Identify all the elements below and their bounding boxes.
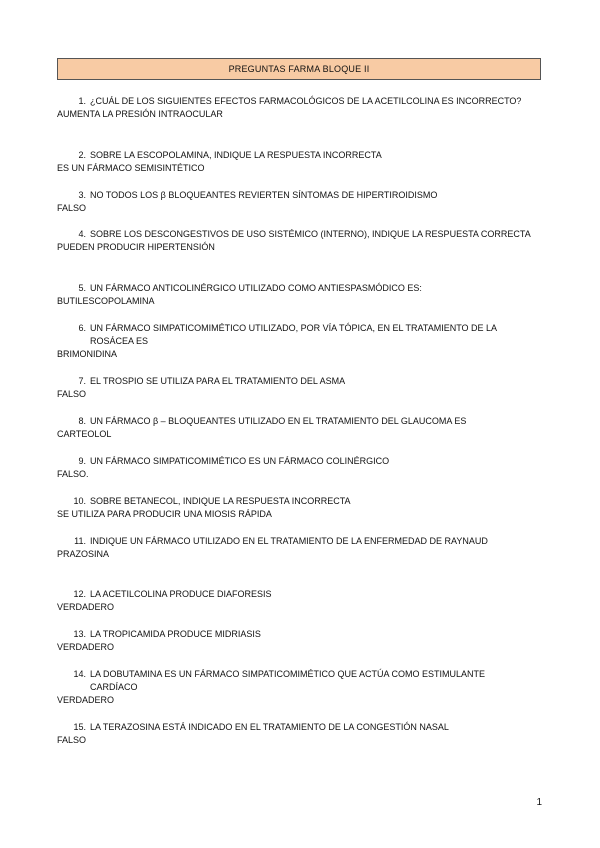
question-text: LA DOBUTAMINA ES UN FÁRMACO SIMPATICOMIMÉTICO QUE ACTÚA COMO ESTIMULANTE CARDÍACO [90, 669, 486, 692]
question-text: UN FÁRMACO ANTICOLINÉRGICO UTILIZADO COMO ANTIESPASMÓDICO ES: [90, 283, 422, 293]
answer-text: BRIMONIDINA [57, 349, 118, 359]
question-number: 12. [73, 589, 86, 599]
question-item [0, 228, 600, 254]
answer-text: VERDADERO [57, 602, 115, 612]
question-item [0, 95, 600, 121]
question-number: 8. [78, 416, 86, 426]
question-text: LA TERAZOSINA ESTÁ INDICADO EN EL TRATAMIENTO DE LA CONGESTIÓN NASAL [90, 722, 449, 732]
answer-text: PUEDEN PRODUCIR HIPERTENSIÓN [57, 242, 215, 252]
question-item [0, 455, 600, 481]
question-number: 15. [73, 722, 86, 732]
question-item [0, 189, 600, 215]
question-number: 4. [78, 229, 86, 239]
question-item [0, 415, 600, 441]
answer-text: VERDADERO [57, 695, 115, 705]
question-text: INDIQUE UN FÁRMACO UTILIZADO EN EL TRATAMIENTO DE LA ENFERMEDAD DE RAYNAUD [90, 536, 488, 546]
question-number: 6. [78, 323, 86, 333]
answer-text: CARTEOLOL [57, 429, 112, 439]
page-number: 1 [536, 797, 542, 808]
answer-text: PRAZOSINA [57, 549, 110, 559]
question-text: LA ACETILCOLINA PRODUCE DIAFORESIS [90, 589, 272, 599]
question-item [0, 149, 600, 175]
question-number: 11. [74, 536, 86, 546]
question-item [0, 322, 600, 361]
answer-text: FALSO [57, 203, 87, 213]
question-text: EL TROSPIO SE UTILIZA PARA EL TRATAMIENTO DEL ASMA [90, 376, 346, 386]
question-item [0, 375, 600, 401]
question-number: 5. [78, 283, 86, 293]
question-number: 9. [78, 456, 86, 466]
question-item [0, 628, 600, 654]
question-text: NO TODOS LOS β BLOQUEANTES REVIERTEN SÍNTOMAS DE HIPERTIROIDISMO [90, 190, 438, 200]
question-text: LA TROPICAMIDA PRODUCE MIDRIASIS [90, 629, 261, 639]
question-text: SOBRE LOS DESCONGESTIVOS DE USO SISTÉMICO (INTERNO), INDIQUE LA RESPUESTA CORRECTA [90, 229, 531, 239]
question-item [0, 668, 600, 707]
answer-text: FALSO. [57, 469, 89, 479]
answer-text: ES UN FÁRMACO SEMISINTÉTICO [57, 163, 205, 173]
answer-text: FALSO [57, 389, 87, 399]
question-number: 13. [73, 629, 86, 639]
question-text: SOBRE BETANECOL, INDIQUE LA RESPUESTA INCORRECTA [90, 496, 351, 506]
answer-text: FALSO [57, 735, 87, 745]
question-number: 14. [73, 669, 86, 679]
question-number: 1. [78, 96, 86, 106]
question-text: UN FÁRMACO SIMPATICOMIMÉTICO UTILIZADO, POR VÍA TÓPICA, EN EL TRATAMIENTO DE LA ROSÁCEA ES [90, 323, 497, 346]
question-number: 10. [73, 496, 86, 506]
answer-text: VERDADERO [57, 642, 115, 652]
question-item [0, 721, 600, 747]
answer-text: AUMENTA LA PRESIÓN INTRAOCULAR [57, 109, 223, 119]
question-number: 2. [78, 150, 86, 160]
document-title: PREGUNTAS FARMA BLOQUE II [57, 58, 541, 80]
question-number: 3. [78, 190, 86, 200]
question-item [0, 535, 600, 561]
question-text: UN FÁRMACO β – BLOQUEANTES UTILIZADO EN EL TRATAMIENTO DEL GLAUCOMA ES [90, 416, 467, 426]
question-text: SOBRE LA ESCOPOLAMINA, INDIQUE LA RESPUESTA INCORRECTA [90, 150, 382, 160]
question-text: ¿CUÁL DE LOS SIGUIENTES EFECTOS FARMACOLÓGICOS DE LA ACETILCOLINA ES INCORRECTO? [90, 96, 522, 106]
question-text: UN FÁRMACO SIMPATICOMIMÉTICO ES UN FÁRMACO COLINÉRGICO [90, 456, 390, 466]
question-item [0, 282, 600, 308]
answer-text: BUTILESCOPOLAMINA [57, 296, 155, 306]
question-item [0, 588, 600, 614]
answer-text: SE UTILIZA PARA PRODUCIR UNA MIOSIS RÁPIDA [57, 509, 272, 519]
question-item [0, 495, 600, 521]
question-number: 7. [78, 376, 86, 386]
